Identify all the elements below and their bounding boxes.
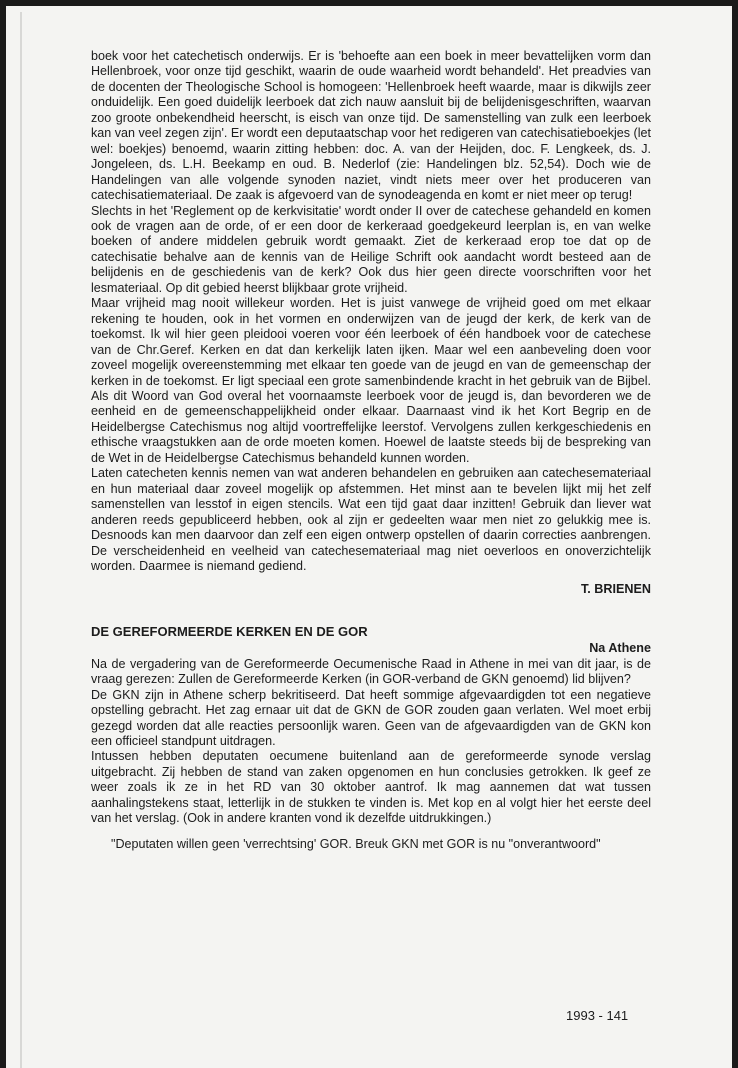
paragraph: De GKN zijn in Athene scherp bekritiseerd. Dat heeft sommige afgevaardigden tot een negatieve opstelling gebracht. Het zag ernaar uit dat de GKN de GOR zouden gaan verlaten. Wel moet erbij gezegd worden dat alle reacties persoonlijk waren. Geen van de afgevaardigden van de GKN kon een officieel standpunt uitdragen. bbox=[91, 687, 651, 749]
paragraph: Na de vergadering van de Gereformeerde Oecumenische Raad in Athene in mei van dit jaar, is de vraag gerezen: Zullen de Gereformeerde Kerken (in GOR-verband de GKN genoemd) lid blijven? bbox=[91, 656, 651, 687]
paragraph: Maar vrijheid mag nooit willekeur worden. Het is juist vanwege de vrijheid goed om met elkaar rekening te houden, ook in het vormen en onderwijzen van de jeugd der kerk, de kerk van de toekomst. Ik wil hier geen pleidooi voeren voor één leerboek of één handboek voor de catechese van de Chr.Geref. Kerken en dat dan kerkelijk laten ijken. Maar wel een aanbeveling doen voor zoveel mogelijk overeenstemming met elkaar ten goede van de jeugd en van de gemeenschap der kerken in de toekomst. Er ligt speciaal een grote samenbindende kracht in het gebruik van de Bijbel. Als dit Woord van God overal het voornaamste leerboek voor de jeugd is, dan bevorderen we de eenheid en de gemeenschappelijkheid onder elkaar. Daarnaast vind ik het Kort Begrip en de Heidelbergse Catechismus nog altijd voortreffelijke leerstof. Vervolgens zullen kerkgeschiedenis en ethische vraagstukken aan de orde moeten komen. Hoewel de laatste steeds bij de bespreking van de Wet in de Heidelbergse Catechismus behandeld kunnen worden. bbox=[91, 296, 651, 465]
paragraph: Intussen hebben deputaten oecumene buitenland aan de gereformeerde synode verslag uitgebracht. Zij hebben de stand van zaken opgenomen en hun conclusies getrokken. Ik geef ze weer zoals ik ze in het RD van 30 oktober aantrof. Ik mag aannemen dat wat tussen aanhalingstekens staat, letterlijk in de stukken te vinden is. Met kop en al volgt hier het eerste deel van het verslag. (Ook in andere kranten vond ik dezelfde uitdrukkingen.) bbox=[91, 749, 651, 826]
author-signature: T. BRIENEN bbox=[581, 582, 651, 597]
text-column bbox=[91, 49, 651, 852]
page-number: 1993 - 141 bbox=[566, 1008, 629, 1023]
paragraph: Slechts in het 'Reglement op de kerkvisitatie' wordt onder II over de catechese gehandeld en komen ook de vragen aan de orde, of er een door de kerkeraad goedgekeurd leerplan is, en van welke boeken of andere middelen gebruik wordt gemaakt. Ziet de kerkeraad erop toe dat op de catechisatie behalve aan de kennis van de Heilige Schrift ook aandacht wordt besteed aan de belijdenis en de geschiedenis van de kerk? Ook dus hier geen directe voorschriften voor het lesmateriaal. Op dit gebied heerst blijkbaar grote vrijheid. bbox=[91, 203, 651, 295]
block-quote: "Deputaten willen geen 'verrechtsing' GOR. Breuk GKN met GOR is nu "onverantwoord" bbox=[111, 836, 601, 851]
document-page bbox=[6, 6, 732, 1068]
paragraph: boek voor het catechetisch onderwijs. Er is 'behoefte aan een boek in meer bevattelijken vorm dan Hellenbroek, voor onze tijd geschikt, waarin de oude waarheid wordt behandeld'. Het preadvies van de docenten der Theologische School is homogeen: 'Hellenbroek heeft waarde, maar is dikwijls zeer onduidelijk. Een goed duidelijk leerboek dat zich nauw aansluit bij de belijdenisgeschriften, waarvan zoo groote onbekendheid heerscht, is eisch van onze tijd. De samenstelling van zulk een leerboek kan van veel zegen zijn'. Er wordt een deputaatschap voor het redigeren van catechisatieboekjes (let wel: boekjes) benoemd, waarin zitting hebben: doc. A. van der Heijden, doc. F. Lengkeek, ds. J. Jongeleen, ds. L.H. Beekamp en oud. B. Nederlof (zie: Handelingen blz. 52,54). Doch wie de Handelingen van alle volgende synoden naziet, vindt niets meer over het produceren van catechisatiemateriaal. De zaak is afgevoerd van de synodeagenda en komt er niet meer op terug! bbox=[91, 49, 651, 203]
article-subheading: Na Athene bbox=[589, 641, 651, 656]
paragraph: Laten catecheten kennis nemen van wat anderen behandelen en gebruiken aan catechesemateriaal en hun materiaal daar zoveel mogelijk op afstemmen. Het minst aan te bevelen lijkt mij het zelf samenstellen van lesstof in eigen stencils. Wat een tijd gaat daar inzitten! Gebruik dan liever wat anderen reeds gepubliceerd hebben, ook al zijn er gedeelten waar men niet zo gelukkig mee is. Desnoods kan men daarvoor dan zelf een eigen ontwerp opstellen of daarin correcties aanbrengen. De verscheidenheid en veelheid van catechesemateriaal mag niet oeverloos en onoverzichtelijk worden. Daarmee is niemand gediend. bbox=[91, 466, 651, 573]
article-heading: DE GEREFORMEERDE KERKEN EN DE GOR bbox=[91, 623, 368, 639]
